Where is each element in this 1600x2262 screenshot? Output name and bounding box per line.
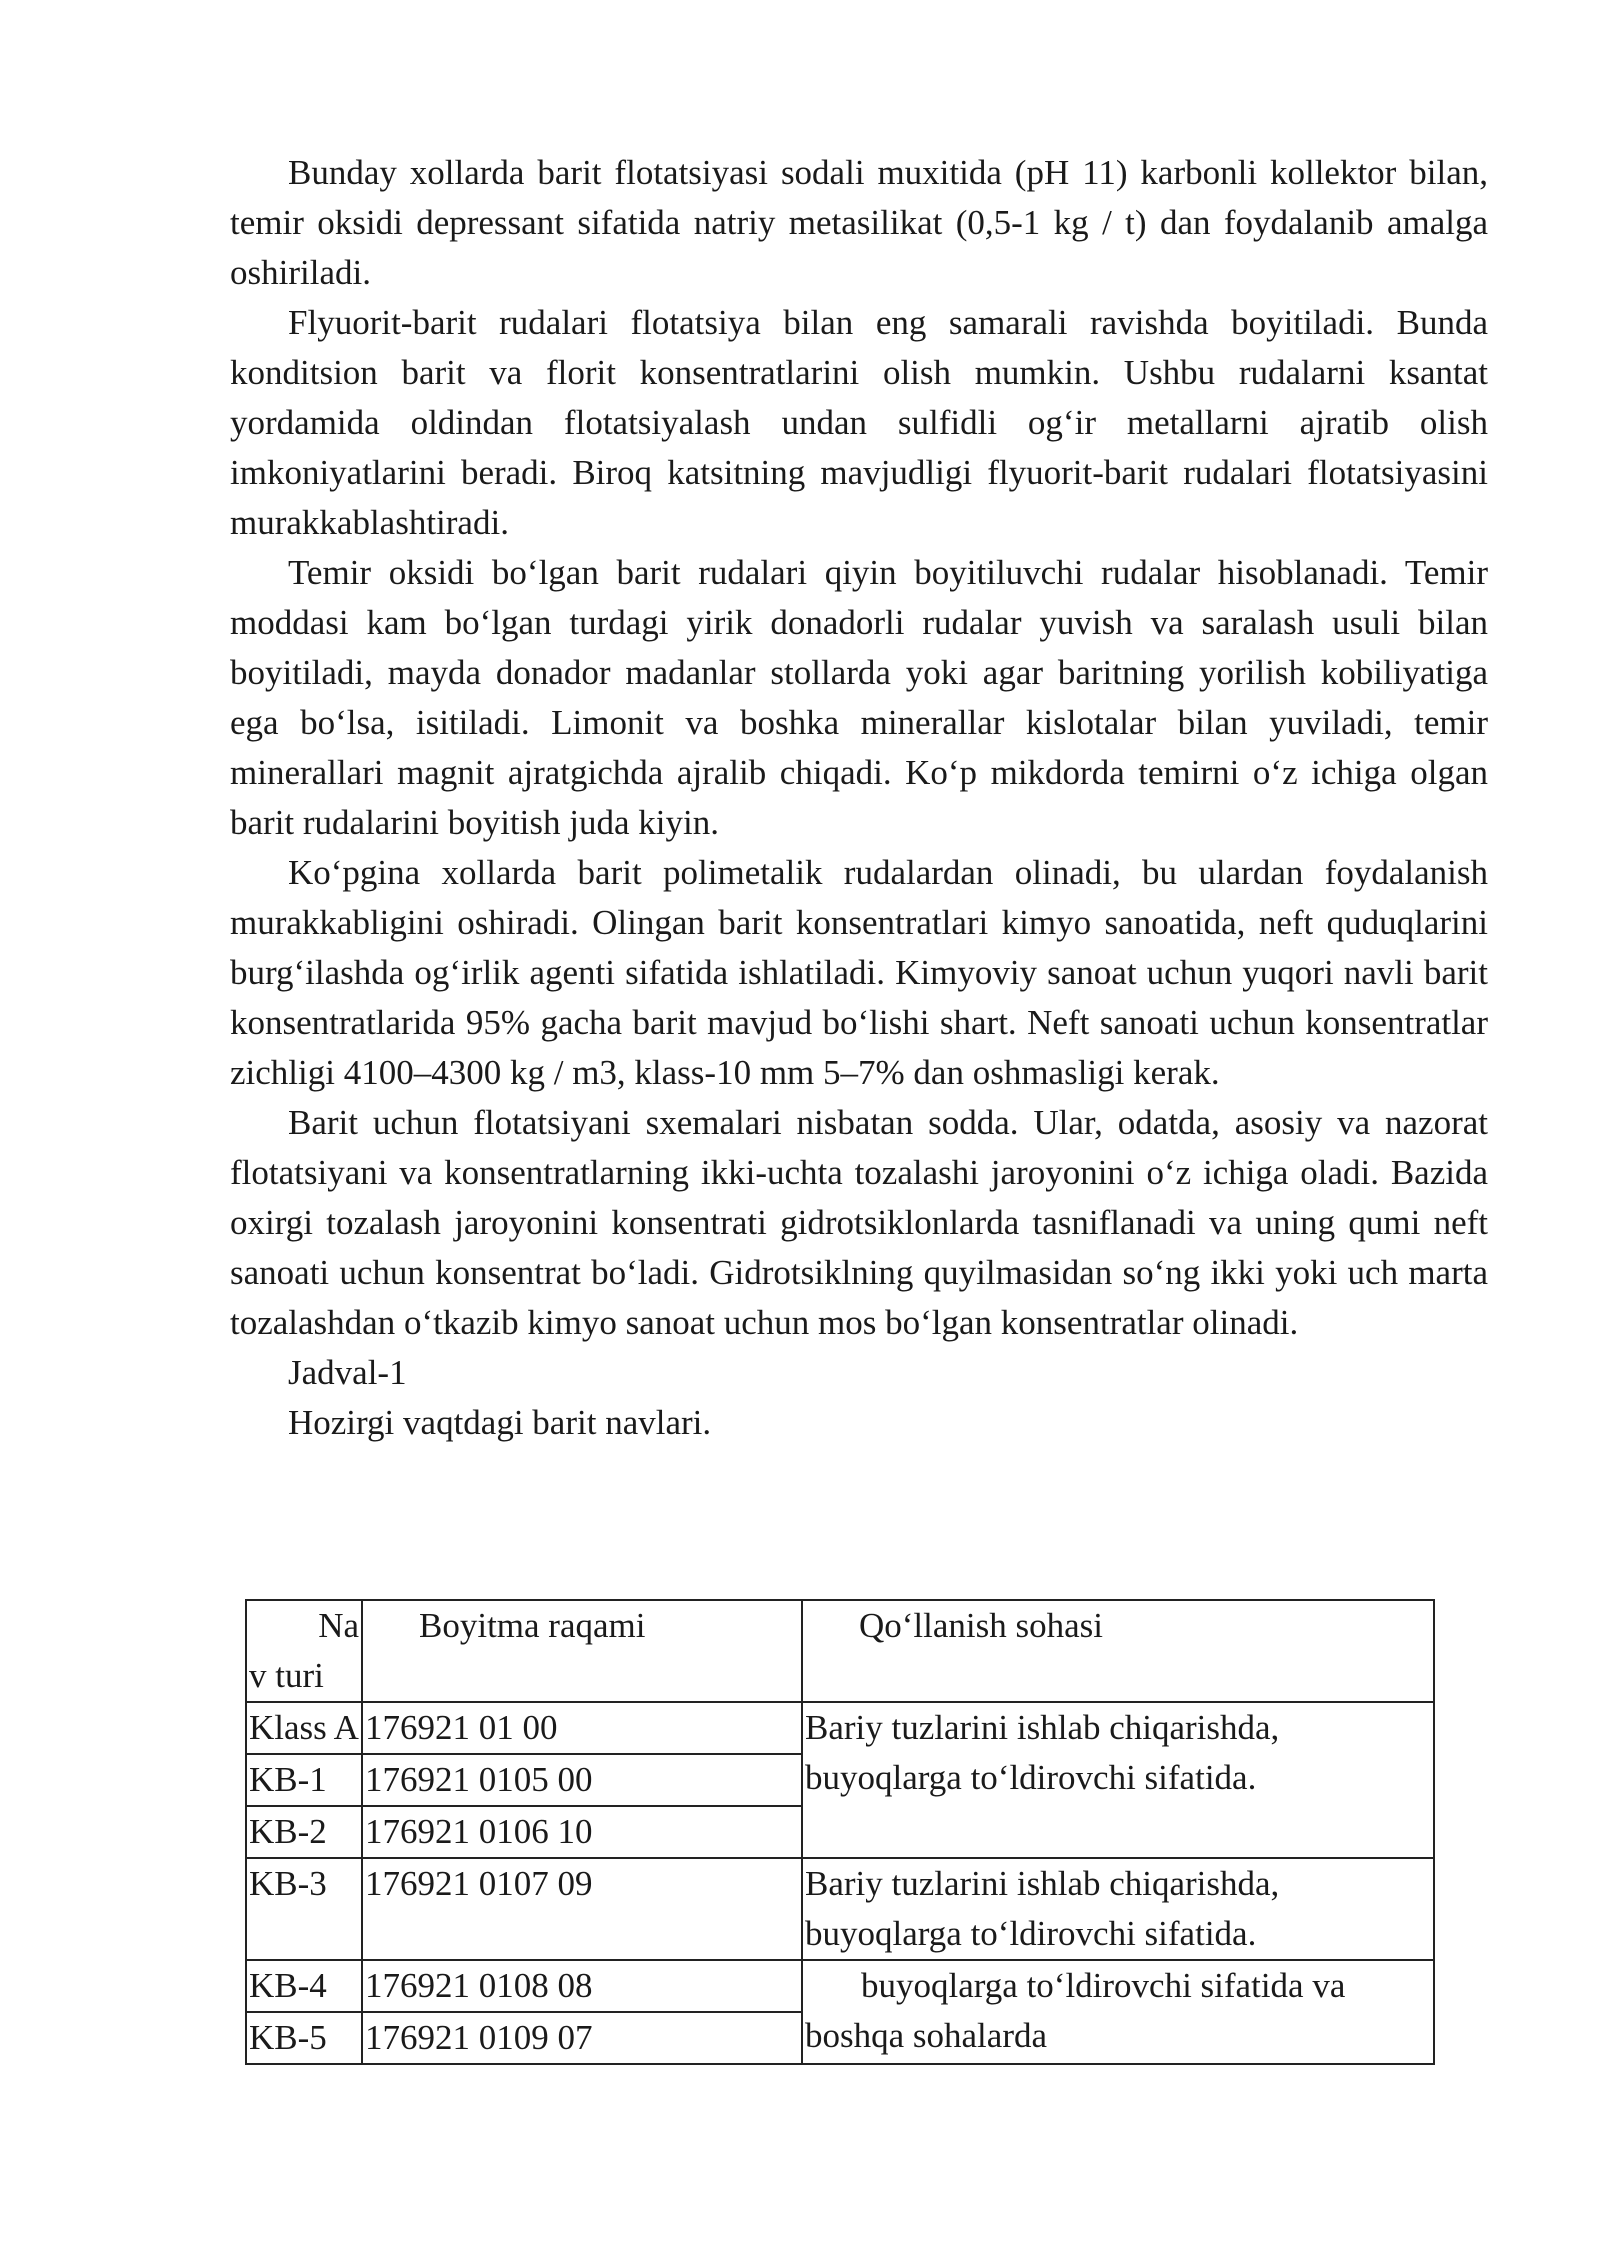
usage-cell [802,1960,1434,2064]
paragraph-4: Ko‘pgina xollarda barit polimetalik rudalardan olinadi, bu ulardan foydalanish murakkabligini oshiradi. Olingan barit konsentratlari kimyo sanoatida, neft quduqlarini burg‘ilashda og‘irlik agenti sifatida ishlatiladi. Kimyoviy sanoat uchun yuqori navli barit konsentratlarida 95% gacha barit mavjud bo‘lishi shart. Neft sanoati uchun konsentratlar zichligi 4100–4300 kg / m3, klass-10 mm 5–7% dan oshmasligi kerak. [230,853,1488,1092]
header-concentrate-code: Boyitma raqami [362,1600,802,1702]
grade-cell: KB-5 [246,2012,362,2064]
grade-cell: KB-4 [246,1960,362,2012]
header-grade-type-line1: Na [318,1606,359,1645]
table-row [246,1960,1434,2012]
usage-cell [802,1858,1434,1960]
code-cell: 176921 0107 09 [362,1858,802,1960]
table-label: Jadval-1 [288,1353,407,1392]
usage-text: buyoqlarga to‘ldirovchi sifatida va boshqa sohalarda [805,1966,1346,2055]
code-cell: 176921 0106 10 [362,1806,802,1858]
paragraph-3: Temir oksidi bo‘lgan barit rudalari qiyin boyitiluvchi rudalar hisoblanadi. Temir moddasi kam bo‘lgan turdagi yirik donadorli rudalar yuvish va saralash usuli bilan boyitiladi, mayda donador madanlar stollarda yoki agar baritning yorilish kobiliyatiga ega bo‘lsa, isitiladi. Limonit va boshka minerallar kislotalar bilan yuviladi, temir minerallari magnit ajratgichda ajralib chiqadi. Ko‘p mikdorda temirni o‘z ichiga olgan barit rudalarini boyitish juda kiyin. [230,553,1488,842]
code-cell: 176921 01 00 [362,1702,802,1754]
code-cell: 176921 0108 08 [362,1960,802,2012]
paragraph-1: Bunday xollarda barit flotatsiyasi sodali muxitida (pH 11) karbonli kollektor bilan, temir oksidi depressant sifatida natriy metasilikat (0,5-1 kg / t) dan foydalanib amalga oshiriladi. [230,153,1488,292]
grade-cell: KB-3 [246,1858,362,1960]
header-grade-type [246,1600,362,1702]
header-application-area: Qo‘llanish sohasi [802,1600,1434,1702]
table-title: Hozirgi vaqtdagi barit navlari. [288,1403,712,1442]
usage-cell [802,1702,1434,1858]
usage-text: Bariy tuzlarini ishlab chiqarishda, buyoqlarga to‘ldirovchi sifatida. [805,1708,1280,1797]
table-row [246,1702,1434,1754]
grade-cell: KB-1 [246,1754,362,1806]
code-cell: 176921 0105 00 [362,1754,802,1806]
paragraph-5: Barit uchun flotatsiyani sxemalari nisbatan sodda. Ular, odatda, asosiy va nazorat flotatsiyani va konsentratlarning ikki-uchta tozalashi jaroyonini o‘z ichiga oladi. Bazida oxirgi tozalash jaroyonini konsentrati gidrotsiklonlarda tasniflanadi va uning qumi neft sanoati uchun konsentrat bo‘ladi. Gidrotsiklning quyilmasidan so‘ng ikki yoki uch marta tozalashdan o‘tkazib kimyo sanoat uchun mos bo‘lgan konsentratlar olinadi. [230,1103,1488,1342]
document-body [230,148,1488,1448]
paragraph-2: Flyuorit-barit rudalari flotatsiya bilan eng samarali ravishda boyitiladi. Bunda konditsion barit va florit konsentratlarini olish mumkin. Ushbu rudalarni ksantat yordamida oldindan flotatsiyalash undan sulfidli og‘ir metallarni ajratib olish imkoniyatlarini beradi. Biroq katsitning mavjudligi flyuorit-barit rudalari flotatsiyasini murakkablashtiradi. [230,303,1488,542]
usage-text: Bariy tuzlarini ishlab chiqarishda, buyoqlarga to‘ldirovchi sifatida. [805,1864,1280,1953]
table-row [246,1858,1434,1960]
header-grade-type-line2: v turi [249,1656,324,1695]
table-header-row [246,1600,1434,1702]
code-cell: 176921 0109 07 [362,2012,802,2064]
barite-grades-table [245,1599,1435,2065]
grade-cell: KB-2 [246,1806,362,1858]
grade-cell: Klass A [246,1702,362,1754]
